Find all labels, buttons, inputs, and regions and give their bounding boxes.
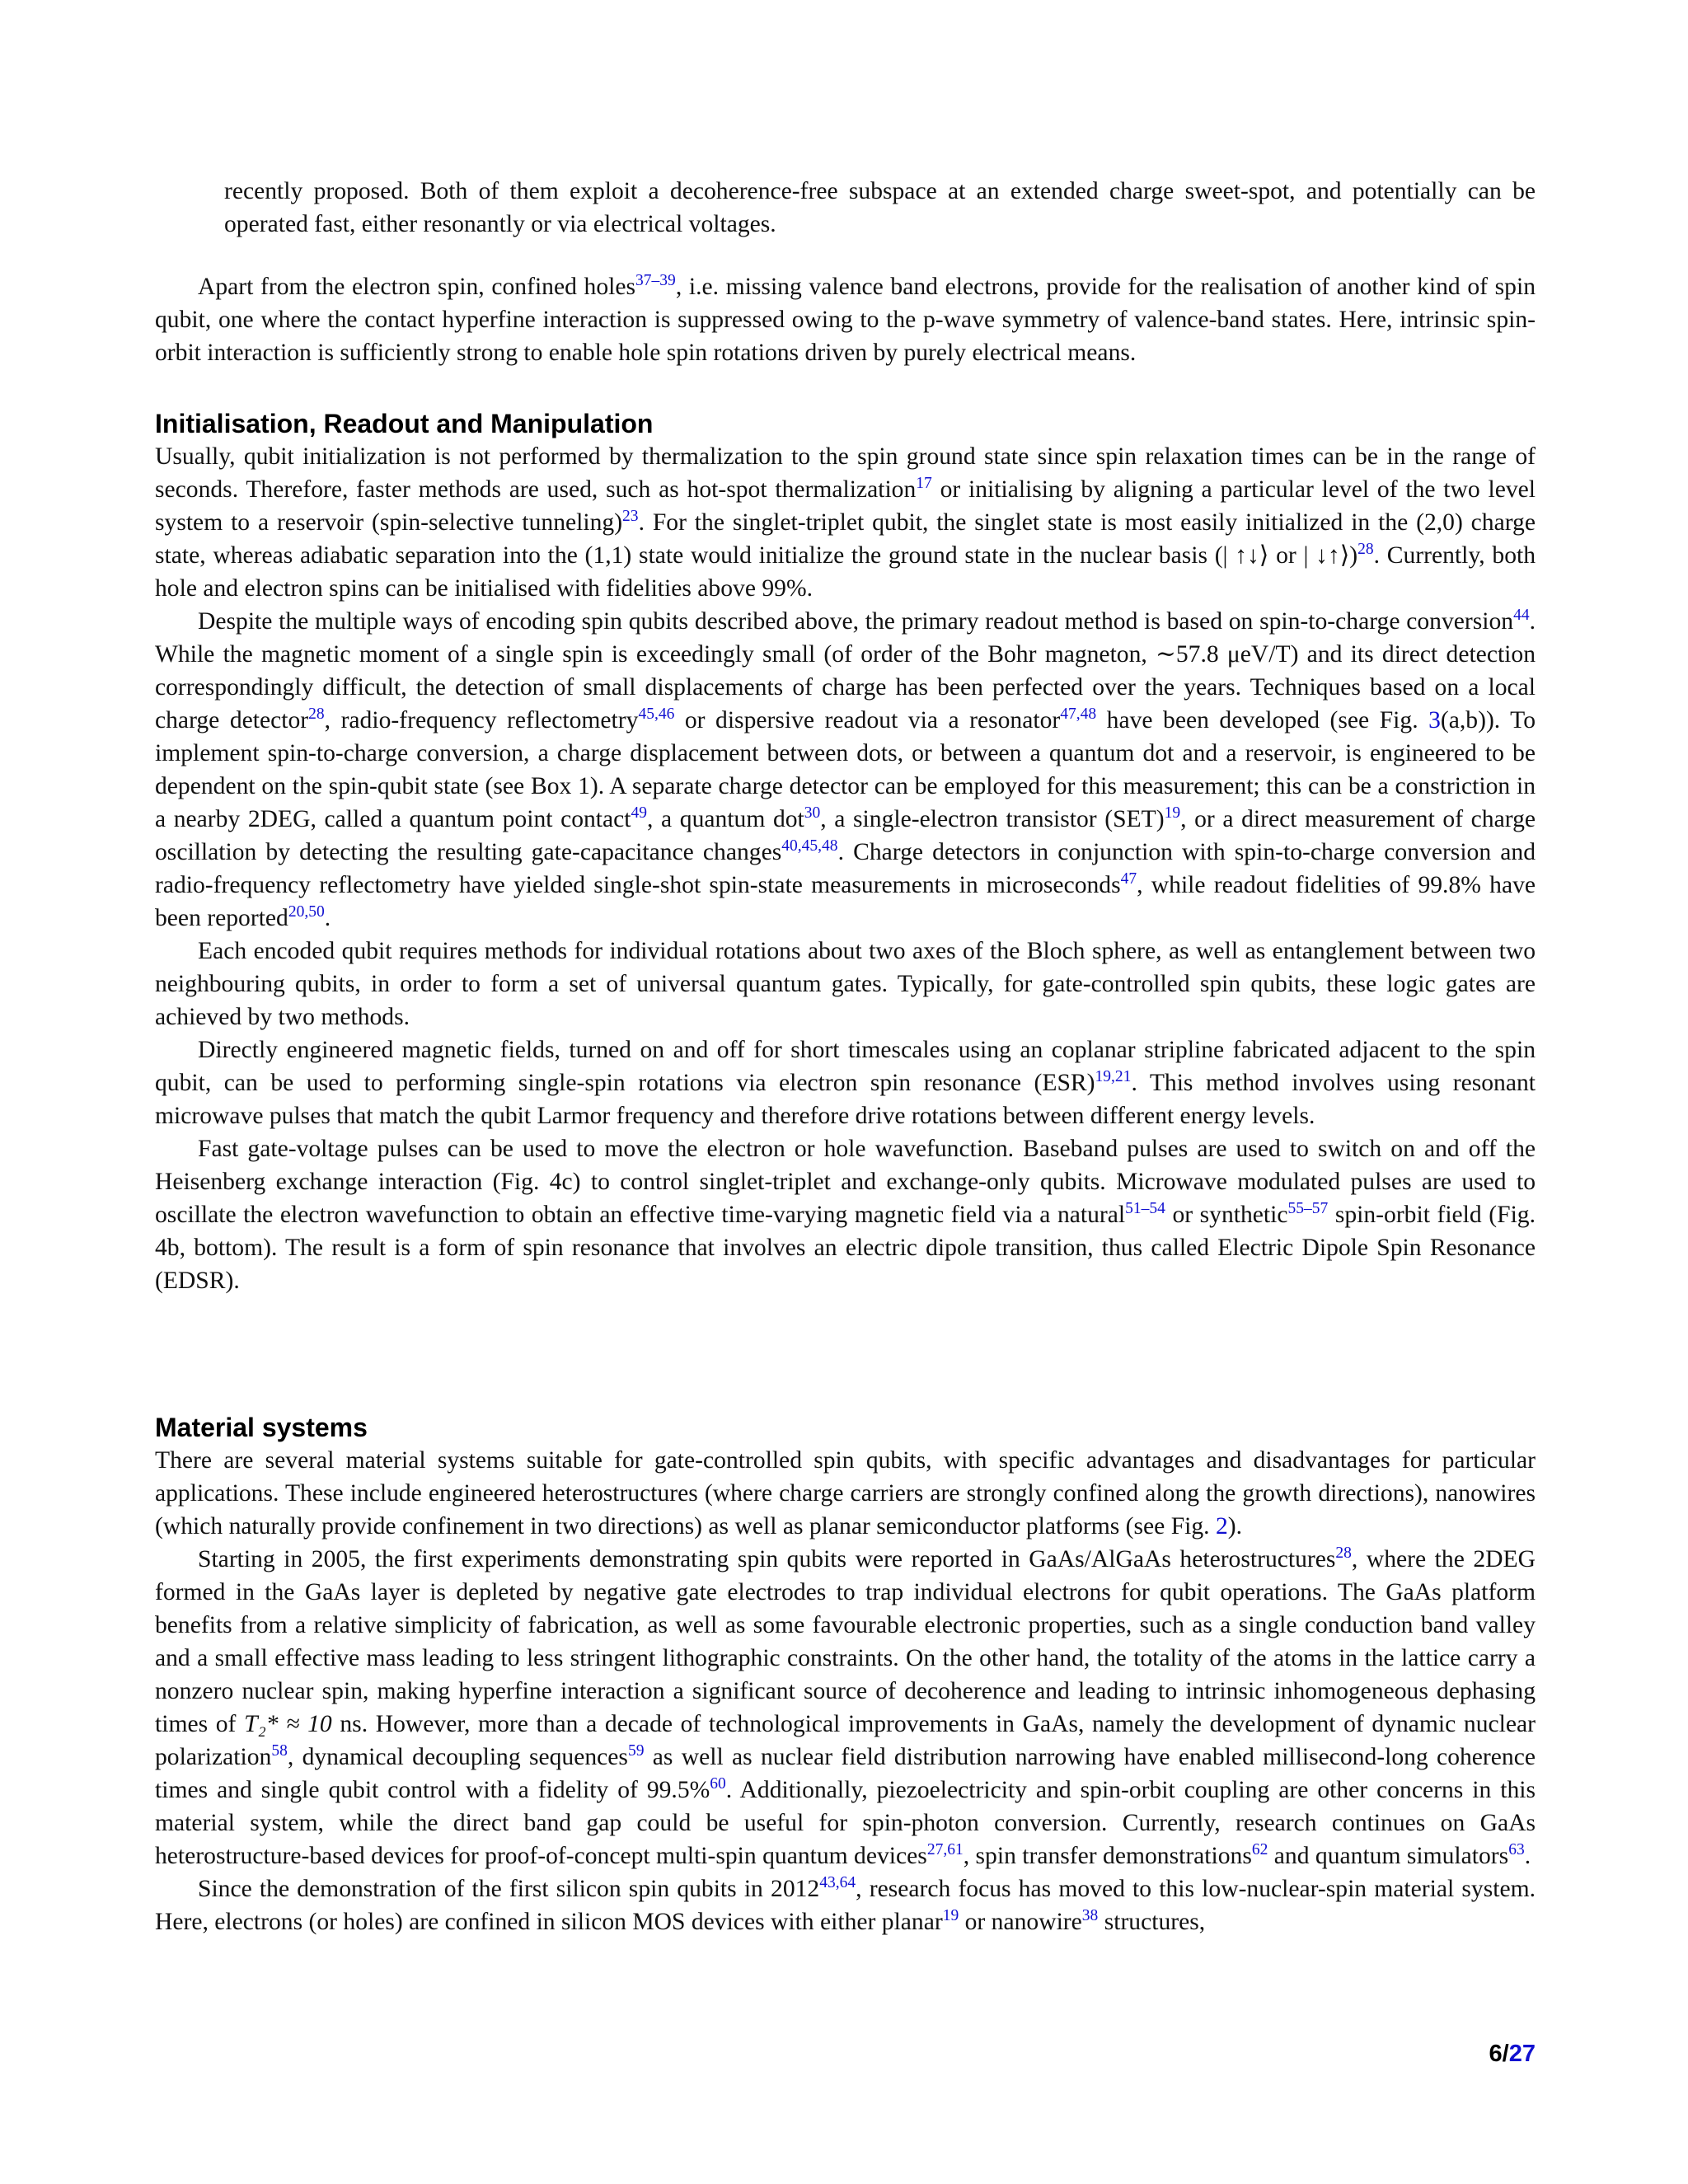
section-heading: Initialisation, Readout and Manipulation xyxy=(155,409,654,438)
citation-link[interactable]: 28 xyxy=(1357,541,1374,559)
page-number xyxy=(1489,2041,1536,2068)
text-run: . Charge detectors in conjunction with spin-to-charge conversion and radio-frequency reflectometry have yielded single-shot spin-state measurements in microseconds xyxy=(155,839,1536,898)
section-heading: Material systems xyxy=(155,1413,368,1442)
text-run: , spin transfer demonstrations xyxy=(963,1843,1252,1869)
text-run: . Currently, both hole and electron spins can be initialised with fidelities above 99%. xyxy=(155,542,1536,602)
citation-link[interactable]: 47 xyxy=(1120,870,1137,888)
citation-link[interactable]: 19,21 xyxy=(1095,1068,1132,1086)
text-run: have been developed (see Fig. xyxy=(1096,707,1429,733)
page-total-link[interactable]: 27 xyxy=(1508,2041,1536,2067)
text-run: , or a direct measurement of charge oscillation by detecting the resulting gate-capacitance changes xyxy=(155,806,1536,865)
text-run: , dynamical decoupling sequences xyxy=(287,1744,628,1770)
citation-link[interactable]: 27,61 xyxy=(926,1841,964,1859)
text-run: spin-orbit field (Fig. 4b, bottom). The result is a form of spin resonance that involves an electric dipole transition, thus called Electric Dipole Spin Resonance (EDSR). xyxy=(155,1202,1536,1294)
continuation-paragraph xyxy=(155,175,1536,241)
citation-link[interactable]: 49 xyxy=(631,804,648,823)
text-run: or synthetic xyxy=(1165,1202,1288,1228)
citation-link[interactable]: 45,46 xyxy=(638,705,675,724)
holes-paragraph xyxy=(155,270,1536,369)
text-run: structures, xyxy=(1098,1909,1206,1935)
text-run: Starting in 2005, the first experiments demonstrating spin qubits were reported in GaAs/AlGaAs heterostructures xyxy=(198,1546,1336,1572)
text-run: Fast gate-voltage pulses can be used to move the electron or hole wavefunction. Baseband pulses are used to switch on and off the Heisenberg exchange interaction (Fig. 4c) to control singlet-triplet and exchange-only qubits. Microwave modulated pulses are used to oscillate the electron wavefunction to obtain an effective time-varying magnetic field via a natural xyxy=(155,1136,1536,1228)
citation-link[interactable]: 43,64 xyxy=(819,1874,856,1892)
holes-block xyxy=(155,270,1536,369)
citation-link[interactable]: 38 xyxy=(1081,1907,1099,1925)
text-run: . xyxy=(1524,1843,1531,1869)
text-run: . While the magnetic moment of a single spin is exceedingly small (of order of the Bohr magneton, ∼57.8 μeV/T) and its direct detection correspondingly difficult, the detection of small displacements of charge has been perfected over the years. Techniques based on a local charge detector xyxy=(155,608,1536,733)
text-run: , where the 2DEG formed in the GaAs layer is depleted by negative gate electrodes to trap individual electrons for qubit operations. The GaAs platform benefits from a relative simplicity of fabrication, as well as some favourable electronic properties, such as a single conduction band valley and a small effective mass leading to less stringent lithographic constraints. On the other hand, the totality of the atoms in the lattice carry a nonzero nuclear spin, making hyperfine interaction a significant source of decoherence and leading to intrinsic inhomogeneous dephasing times of xyxy=(155,1546,1536,1737)
text-run: , a quantum dot xyxy=(647,806,804,832)
paragraph xyxy=(155,1033,1536,1132)
paragraph xyxy=(155,1543,1536,1872)
citation-link[interactable]: 17 xyxy=(916,475,932,493)
text-run: recently proposed. Both of them exploit a decoherence-free subspace at an extended charge sweet-spot, and potentially can be operated fast, either resonantly or via electrical voltages. xyxy=(224,178,1536,237)
text-run: . For the singlet-triplet qubit, the singlet state is most easily initialized in the (2,0) charge state, whereas adiabatic separation into the (1,1) state would initialize the ground state in the nuclear basis (| ↑↓⟩ or | ↓↑⟩) xyxy=(155,509,1536,569)
citation-link[interactable]: 44 xyxy=(1513,607,1530,625)
citation-link[interactable]: 47,48 xyxy=(1060,705,1097,724)
citation-link[interactable]: 28 xyxy=(308,705,325,724)
text-run: , research focus has moved to this low-nuclear-spin material system. Here, electrons (or holes) are confined in silicon MOS devices with either planar xyxy=(155,1876,1536,1935)
citation-link[interactable]: 19 xyxy=(1164,804,1181,823)
text-run: There are several material systems suitable for gate-controlled spin qubits, with specific advantages and disadvantages for particular applications. These include engineered heterostructures (where charge carriers are strongly confined along the growth directions), nanowires (which naturally provide confinement in two directions) as well as planar semiconductor platforms (see Fig. xyxy=(155,1447,1536,1540)
citation-link[interactable]: 20,50 xyxy=(288,903,325,921)
text-run: , i.e. missing valence band electrons, provide for the realisation of another kind of spin qubit, one where the contact hyperfine interaction is suppressed owing to the p-wave symmetry of valence-band states. Here, intrinsic spin-orbit interaction is sufficiently strong to enable hole spin rotations driven by purely electrical means. xyxy=(155,274,1536,366)
figure-link[interactable]: 3 xyxy=(1428,707,1441,733)
text-run: Directly engineered magnetic fields, turned on and off for short timescales using an coplanar stripline fabricated adjacent to the spin qubit, can be used to performing single-spin rotations via electron spin resonance (ESR) xyxy=(155,1037,1536,1096)
citation-link[interactable]: 51–54 xyxy=(1125,1200,1165,1218)
citation-link[interactable]: 19 xyxy=(942,1907,959,1925)
text-run: . xyxy=(324,905,331,931)
text-run: Apart from the electron spin, confined holes xyxy=(198,274,636,300)
text-run: Each encoded qubit requires methods for individual rotations about two axes of the Bloch sphere, as well as entanglement between two neighbouring qubits, in order to form a set of universal quantum gates. Typically, for gate-controlled spin qubits, these logic gates are achieved by two methods. xyxy=(155,938,1536,1030)
text-run: Usually, qubit initialization is not performed by thermalization to the spin ground state since spin relaxation times can be in the range of seconds. Therefore, faster methods are used, such as hot-spot thermalization xyxy=(155,443,1536,503)
text-run: ). xyxy=(1227,1513,1243,1540)
text-run: Since the demonstration of the first silicon spin qubits in 2012 xyxy=(198,1876,820,1902)
paragraph xyxy=(155,1132,1536,1297)
text-run: or nanowire xyxy=(959,1909,1082,1935)
citation-link[interactable]: 58 xyxy=(271,1742,288,1760)
citation-link[interactable]: 40,45,48 xyxy=(781,837,838,855)
math-expression: T₂* ≈ 10 xyxy=(244,1711,332,1737)
citation-link[interactable]: 28 xyxy=(1335,1544,1352,1563)
text-run: and quantum simulators xyxy=(1268,1843,1509,1869)
continuation-block xyxy=(155,175,1536,241)
text-run: (a,b)). To implement spin-to-charge conversion, a charge displacement between dots, or between a quantum dot and a reservoir, is engineered to be dependent on the spin-qubit state (see Box 1). A separate charge detector can be employed for this measurement; this can be a constriction in a nearby 2DEG, called a quantum point contact xyxy=(155,707,1536,832)
text-run: or dispersive readout via a resonator xyxy=(674,707,1061,733)
paragraph xyxy=(155,605,1536,935)
citation-link[interactable]: 37–39 xyxy=(635,272,676,290)
section-initialisation xyxy=(155,407,1536,1297)
text-run: . Additionally, piezoelectricity and spin-orbit coupling are other concerns in this material system, while the direct band gap could be useful for spin-photon conversion. Currently, research continues on GaAs heterostructure-based devices for proof-of-concept multi-spin quantum devices xyxy=(155,1777,1536,1869)
paragraph xyxy=(155,935,1536,1033)
figure-link[interactable]: 2 xyxy=(1215,1513,1228,1540)
text-run: Despite the multiple ways of encoding spin qubits described above, the primary readout method is based on spin-to-charge conversion xyxy=(198,608,1514,635)
text-run: , a single-electron transistor (SET) xyxy=(820,806,1165,832)
citation-link[interactable]: 63 xyxy=(1508,1841,1525,1859)
paragraph xyxy=(155,440,1536,605)
text-run: as well as nuclear field distribution narrowing have enabled millisecond-long coherence times and single qubit control with a fidelity of 99.5% xyxy=(155,1744,1536,1803)
section-material-systems xyxy=(155,1411,1536,1938)
citation-link[interactable]: 62 xyxy=(1251,1841,1268,1859)
text-run: . This method involves using resonant microwave pulses that match the qubit Larmor frequency and therefore drive rotations between different energy levels. xyxy=(155,1070,1536,1129)
text-run: or initialising by aligning a particular level of the two level system to a reservoir (spin-selective tunneling) xyxy=(155,476,1536,536)
text-run: , while readout fidelities of 99.8% have been reported xyxy=(155,872,1536,931)
page-current: 6/ xyxy=(1489,2041,1509,2067)
text-run: , radio-frequency reflectometry xyxy=(324,707,639,733)
paragraph xyxy=(155,1444,1536,1543)
citation-link[interactable]: 59 xyxy=(627,1742,645,1760)
citation-link[interactable]: 55–57 xyxy=(1287,1200,1329,1218)
citation-link[interactable]: 60 xyxy=(710,1775,726,1793)
citation-link[interactable]: 23 xyxy=(622,508,639,526)
text-run: ns. However, more than a decade of technological improvements in GaAs, namely the development of dynamic nuclear polarization xyxy=(155,1711,1536,1770)
citation-link[interactable]: 30 xyxy=(804,804,821,823)
paragraph xyxy=(155,1872,1536,1938)
